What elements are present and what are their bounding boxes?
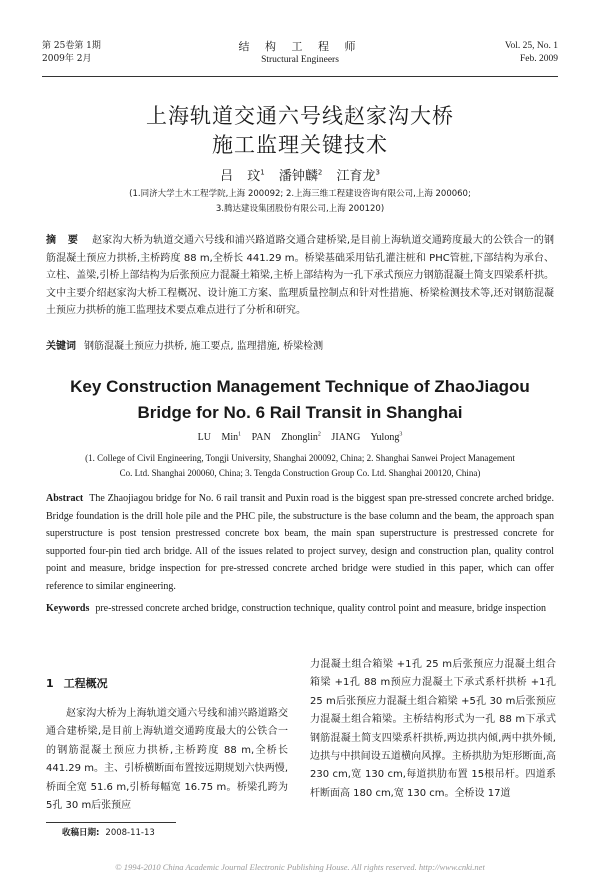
author-cn-2: 潘钟麟$^2$ xyxy=(278,168,323,184)
abstract-en-label: Abstract xyxy=(46,493,84,504)
author-en-3: JIANG Yulong$^3$ xyxy=(331,432,403,444)
affiliation-cn-line2: 3.腾达建设集团股份有限公司,上海 200120) xyxy=(215,204,385,214)
volume-issue-cn: 第 25卷第 1期 xyxy=(42,41,101,51)
section-heading xyxy=(46,675,288,691)
abstract-cn-label: 摘 要 xyxy=(46,235,83,246)
journal-name-cn: 结 构 工 程 师 xyxy=(238,40,362,53)
author-cn-3: 江育龙$^3$ xyxy=(336,168,380,184)
date-en: Feb. 2009 xyxy=(520,54,558,64)
author-cn-1: 吕 玟$^1$ xyxy=(220,168,265,184)
title-cn-line2: 施工监理关键技术 xyxy=(212,133,388,157)
abstract-en-text: The Zhaojiagou bridge for No. 6 rail transit and Puxin road is the biggest span pre-stressed concrete arched bridge. Bridge foundation is the drill hole pile and the PHC pile, the substructure is the base column and the beam, the approach span superstructure is post tension prestressed concrete box beam, the main span superstructure is prestressed concrete for supported four-pin tied arch bridge. All of the issues related to project survey, design and construction plan, quality control point and measure, bridge inspection for pre-stressed concrete arched bridge were studied in this paper, which can offer reference to similar engineering. xyxy=(46,493,554,592)
header-journal xyxy=(42,40,558,67)
section-title: 工程概况 xyxy=(63,677,108,690)
header-rule xyxy=(42,76,558,77)
keywords-cn-text: 钢筋混凝土预应力拱桥, 施工要点, 监理措施, 桥梁检测 xyxy=(84,341,324,352)
affiliation-en-line2: Co. Ltd. Shanghai 200060, China; 3. Tengda Construction Group Co. Ltd. Shanghai 200120, China) xyxy=(119,468,481,478)
abstract-cn xyxy=(46,232,554,320)
keywords-cn xyxy=(46,338,554,355)
footnote-rule xyxy=(46,822,176,823)
author-en-1: LU Min$^1$ xyxy=(197,432,242,444)
received-date: 2008-11-13 xyxy=(105,828,155,838)
authors-cn xyxy=(0,165,600,184)
body-text-left: 赵家沟大桥为上海轨道交通六号线和浦兴路道路交通合建桥梁,是目前上海轨道交通跨度最大的公铁合一的钢筋混凝土预应力拱桥,主桥跨度 88 m,全桥长 441.29 m。主、引桥横断面布置按远期规划六快两慢,桥面全宽 51.6 m,引桥每幅宽 16.75 m。桥梁孔跨为 5孔 30 m后张预应 xyxy=(46,708,288,812)
paper-title-cn xyxy=(0,102,600,160)
body-text-right: 力混凝土组合箱梁 +1孔 25 m后张预应力混凝土组合箱梁 +1孔 88 m预应力混凝土下承式系杆拱桥 +1孔 25 m后张预应力混凝土组合箱梁 +5孔 30 m后张预应力混凝土组合箱梁。主桥结构形式为一孔 88 m下承式钢筋混凝土简支四梁系杆拱桥,两边拱内倾,两中拱外倾,边拱与中拱间设五道横向风撑。主桥拱肋为矩形断面,高 230 cm,宽 130 cm,每道拱肋布置 15根吊杆。四道系杆断面高 180 cm,宽 130 cm。全桥设 17道 xyxy=(310,659,556,799)
affiliations-en xyxy=(50,451,550,481)
keywords-cn-label: 关键词 xyxy=(46,341,76,352)
received-date-label: 收稿日期: xyxy=(62,828,100,838)
date-cn: 2009年 2月 xyxy=(42,54,92,64)
body-column-left xyxy=(46,665,288,815)
abstract-cn-text: 赵家沟大桥为轨道交通六号线和浦兴路道路交通合建桥梁,是目前上海轨道交通跨度最大的公铁合一的钢筋混凝土预应力拱桥,主桥跨度 88 m,全桥长 441.29 m。桥梁基础采用钻孔灌注桩和 PHC管桩,下部结构为承台、立柱、盖梁,引桥上部结构为后张预应力混凝土箱梁,主桥上部结构为一孔下承式预应力钢筋混凝土简支四梁系杆拱。文中主要介绍赵家沟大桥工程概况、设计施工方案、监理质量控制点和针对性措施、桥梁检测技术等,还对钢筋混凝土预应力拱桥的施工监理技术要点难点进行了分析和研究。 xyxy=(46,235,555,317)
title-en-line2: Bridge for No. 6 Rail Transit in Shanghai xyxy=(137,403,463,422)
keywords-en xyxy=(46,600,554,618)
paper-title-en xyxy=(0,374,600,426)
keywords-en-label: Keywords xyxy=(46,603,90,614)
affiliation-cn-line1: (1.同济大学土木工程学院,上海 200092; 2.上海三维工程建设咨询有限公司,上海 200060; xyxy=(129,189,471,199)
authors-en xyxy=(0,432,600,443)
keywords-en-text: pre-stressed concrete arched bridge, construction technique, quality control point and measure, bridge inspection xyxy=(95,603,547,614)
copyright-notice: © 1994-2010 China Academic Journal Electronic Publishing House. All rights reserved. http://www.cnki.net xyxy=(115,862,485,872)
header-volume-en xyxy=(505,40,558,66)
abstract-en xyxy=(46,490,554,596)
section-number: 1 xyxy=(46,677,54,690)
journal-name-en: Structural Engineers xyxy=(261,55,339,65)
volume-issue-en: Vol. 25, No. 1 xyxy=(504,41,558,51)
footnote xyxy=(62,826,155,838)
affiliations-cn xyxy=(40,187,560,217)
title-en-line1: Key Construction Management Technique of ZhaoJiagou xyxy=(70,377,530,396)
running-header xyxy=(42,40,558,76)
title-cn-line1: 上海轨道交通六号线赵家沟大桥 xyxy=(146,104,454,128)
author-en-2: PAN Zhonglin$^2$ xyxy=(251,432,321,444)
affiliation-en-line1: (1. College of Civil Engineering, Tongji University, Shanghai 200092, China; 2. Shanghai Sanwei Project Management xyxy=(85,453,515,463)
